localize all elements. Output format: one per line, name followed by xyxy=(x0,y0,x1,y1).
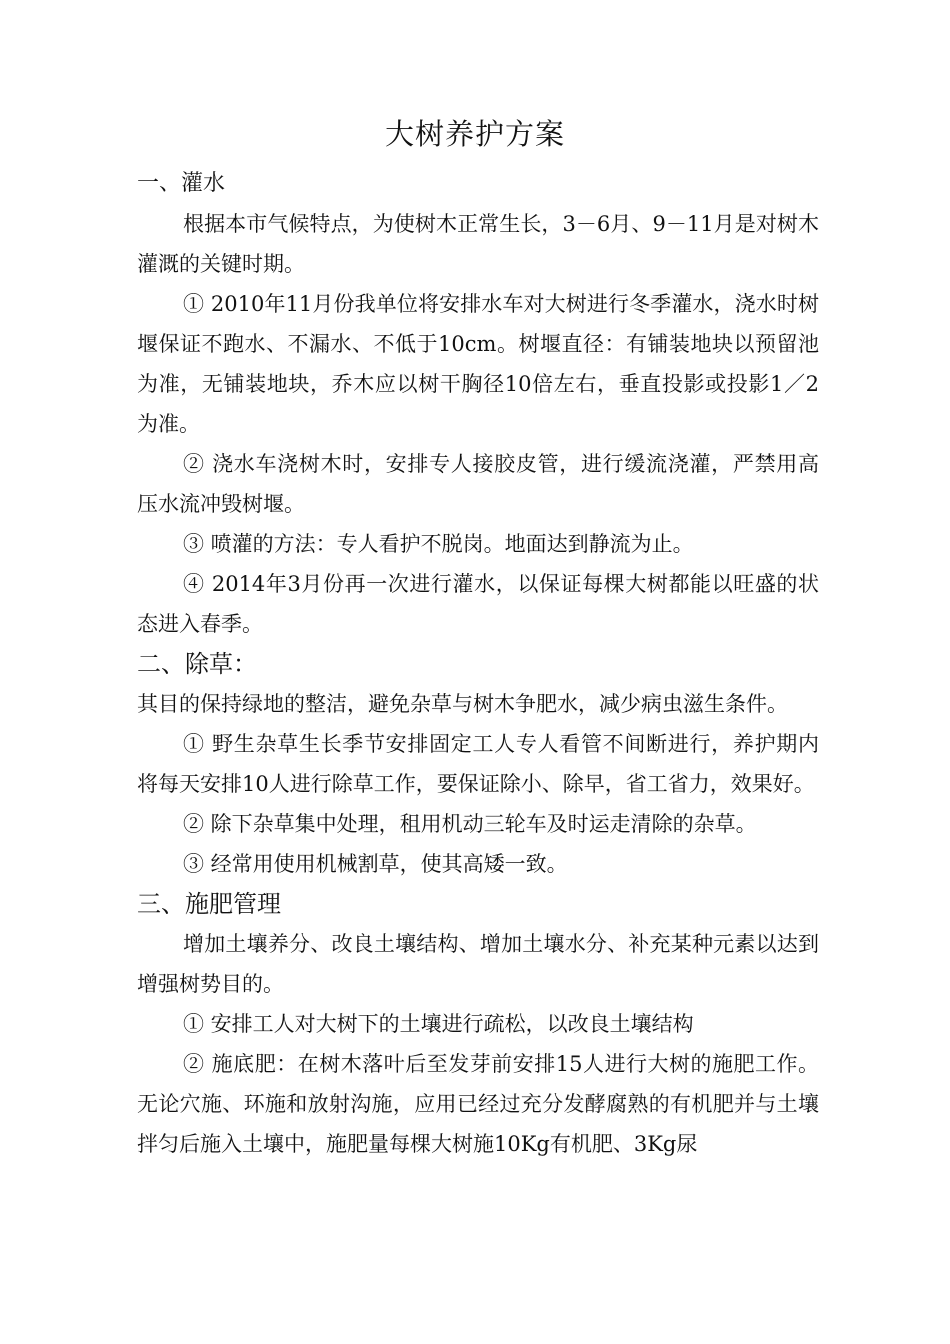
document-title: 大树养护方案 xyxy=(384,117,565,151)
paragraph: ① 野生杂草生长季节安排固定工人专人看管不间断进行，养护期内将每天安排10人进行除草工作，要保证除小、除早，省工省力，效果好。 xyxy=(137,732,819,796)
paragraph: ② 浇水车浇树木时，安排专人接胶皮管，进行缓流浇灌，严禁用高压水流冲毁树堰。 xyxy=(137,452,819,516)
paragraph: ② 施底肥：在树木落叶后至发芽前安排15人进行大树的施肥工作。无论穴施、环施和放射沟施，应用已经过充分发酵腐熟的有机肥并与土壤拌匀后施入土壤中，施肥量每棵大树施10Kg有机肥、3Kg尿 xyxy=(137,1052,819,1156)
paragraph: ① 2010年11月份我单位将安排水车对大树进行冬季灌水，浇水时树堰保证不跑水、不漏水、不低于10cm。树堰直径：有铺装地块以预留池为准，无铺装地块，乔木应以树干胸径10倍左右，垂直投影或投影1／2为准。 xyxy=(137,292,819,436)
section-heading-weeding: 二、除草： xyxy=(137,650,257,678)
paragraph: ③ 喷灌的方法：专人看护不脱岗。地面达到静流为止。 xyxy=(183,532,694,556)
paragraph: ① 安排工人对大树下的土壤进行疏松，以改良土壤结构 xyxy=(183,1012,694,1036)
section-intro: 其目的保持绿地的整洁，避免杂草与树木争肥水，减少病虫滋生条件。 xyxy=(137,692,788,716)
paragraph: 根据本市气候特点，为使树木正常生长，3－6月、9－11月是对树木灌溉的关键时期。 xyxy=(137,212,819,276)
section-heading-fertilizing: 三、施肥管理 xyxy=(137,890,281,918)
paragraph: ② 除下杂草集中处理，租用机动三轮车及时运走清除的杂草。 xyxy=(183,812,757,836)
paragraph: ③ 经常用使用机械割草，使其高矮一致。 xyxy=(183,852,568,876)
document-body xyxy=(137,164,819,1164)
section-heading-watering: 一、灌水 xyxy=(137,171,226,196)
paragraph: ④ 2014年3月份再一次进行灌水，以保证每棵大树都能以旺盛的状态进入春季。 xyxy=(137,572,819,636)
paragraph: 增加土壤养分、改良土壤结构、增加土壤水分、补充某种元素以达到增强树势目的。 xyxy=(137,932,819,996)
